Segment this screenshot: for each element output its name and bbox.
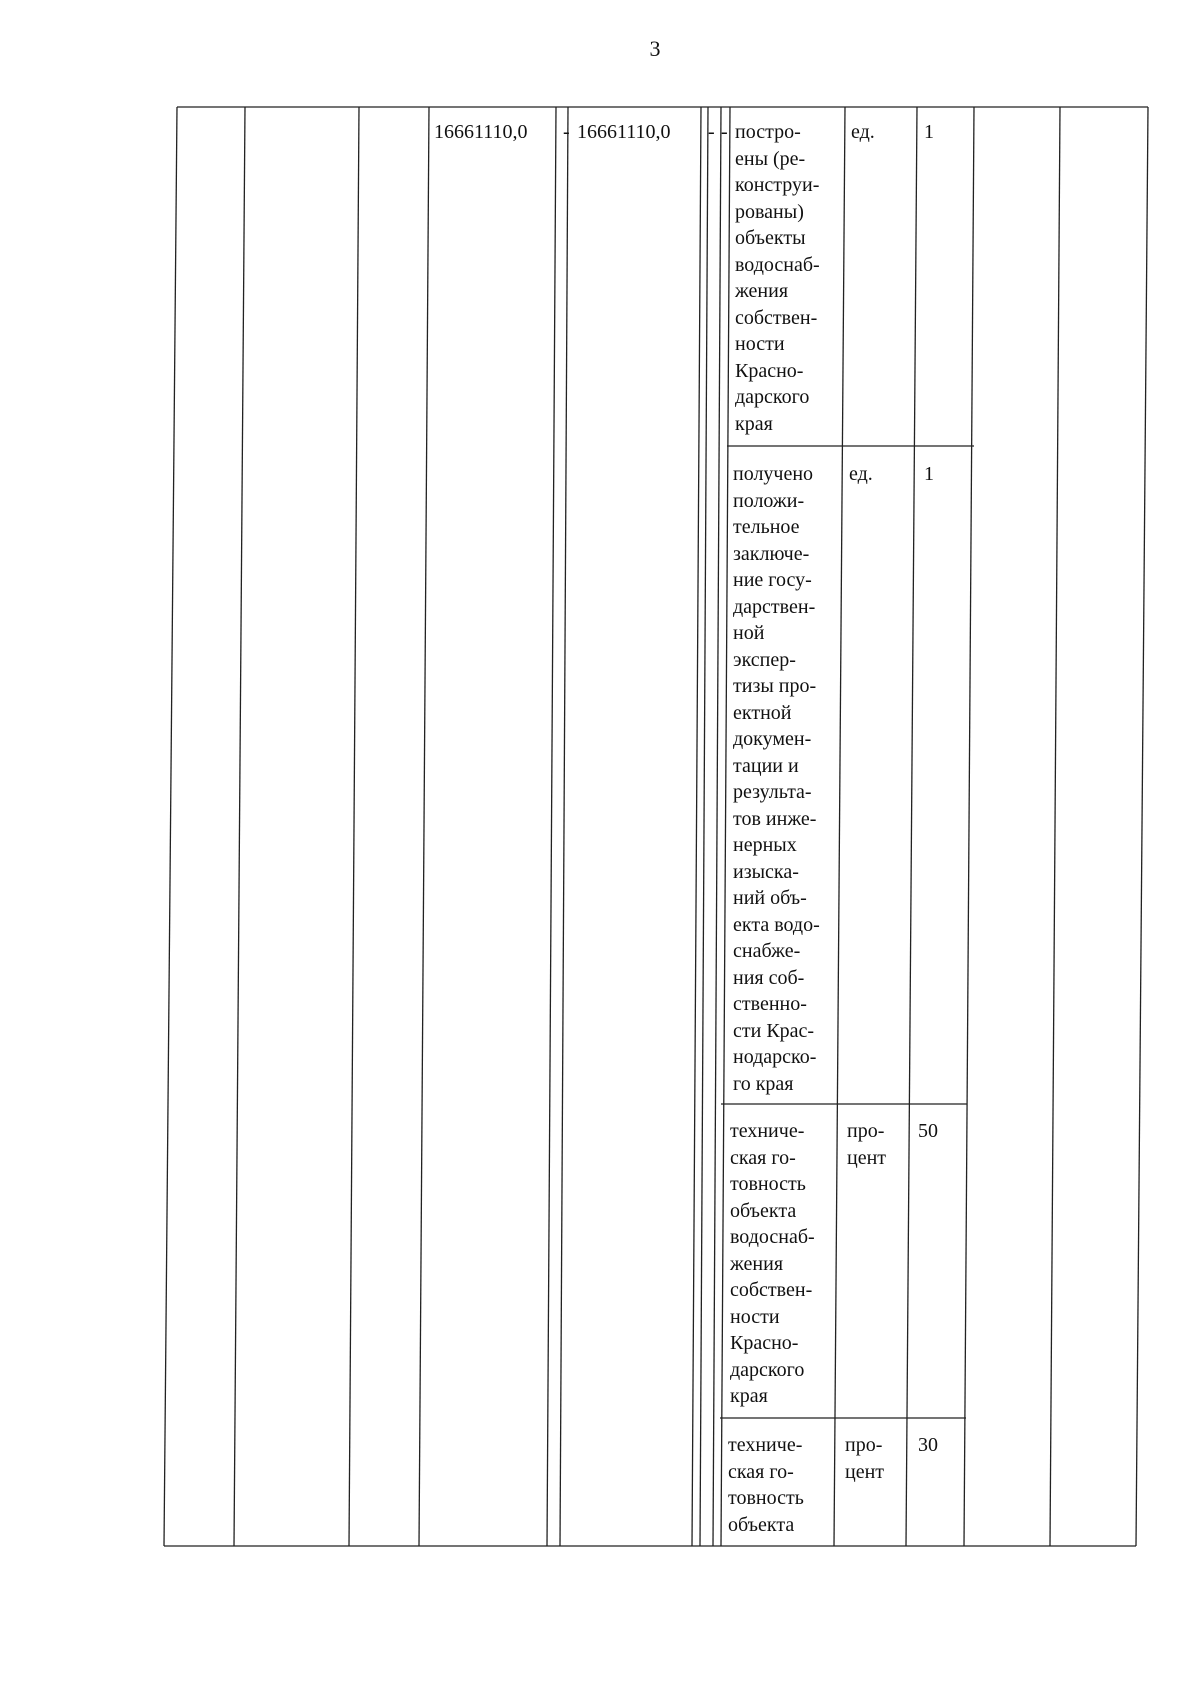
indicator-unit-2: ед.	[849, 463, 873, 485]
col-line	[964, 107, 974, 1546]
dash-cell-3: -	[721, 121, 728, 143]
page-number: 3	[649, 36, 661, 61]
amount-cell-1: 16661110,0	[434, 121, 528, 143]
col-line	[700, 107, 708, 1546]
indicator-text-3: техниче- ская го- товность объекта водоснаб- жения собствен- ности Красно- дарского края	[730, 1120, 815, 1407]
col-line	[713, 107, 721, 1546]
table-left-border	[164, 107, 177, 1546]
indicator-value-4: 30	[918, 1434, 938, 1456]
col-line	[692, 107, 701, 1546]
col-line	[1050, 107, 1060, 1546]
dash-cell-2: -	[708, 121, 715, 143]
col-line	[234, 107, 245, 1546]
indicator-unit-1: ед.	[851, 121, 875, 143]
col-line	[349, 107, 359, 1546]
table-right-border	[1136, 107, 1148, 1546]
col-line	[906, 107, 917, 1546]
indicator-text-1: постро- ены (ре- конструи- рованы) объекты водоснаб- жения собствен- ности Красно- дарского края	[735, 121, 820, 435]
col-line	[547, 107, 556, 1546]
indicator-unit-4: про- цент	[845, 1434, 885, 1483]
indicator-value-2: 1	[924, 463, 934, 485]
col-line	[721, 107, 730, 1546]
amount-cell-2: 16661110,0	[577, 121, 671, 143]
indicator-unit-3: про- цент	[847, 1120, 887, 1169]
indicator-value-3: 50	[918, 1120, 938, 1142]
dash-cell-1: -	[563, 121, 570, 143]
indicator-value-1: 1	[924, 121, 934, 143]
col-line	[560, 107, 568, 1546]
col-line	[419, 107, 429, 1546]
indicator-text-4: техниче- ская го- товность объекта	[728, 1434, 804, 1536]
indicator-text-2: получено положи- тельное заключе- ние госу- дарствен- ной экспер- тизы про- ектной докумен- тации и результа- тов инже- нерных изыска- ний объ- екта водо- снабже- ния соб- ственно- сти Крас- нодарско- го края	[733, 463, 820, 1095]
